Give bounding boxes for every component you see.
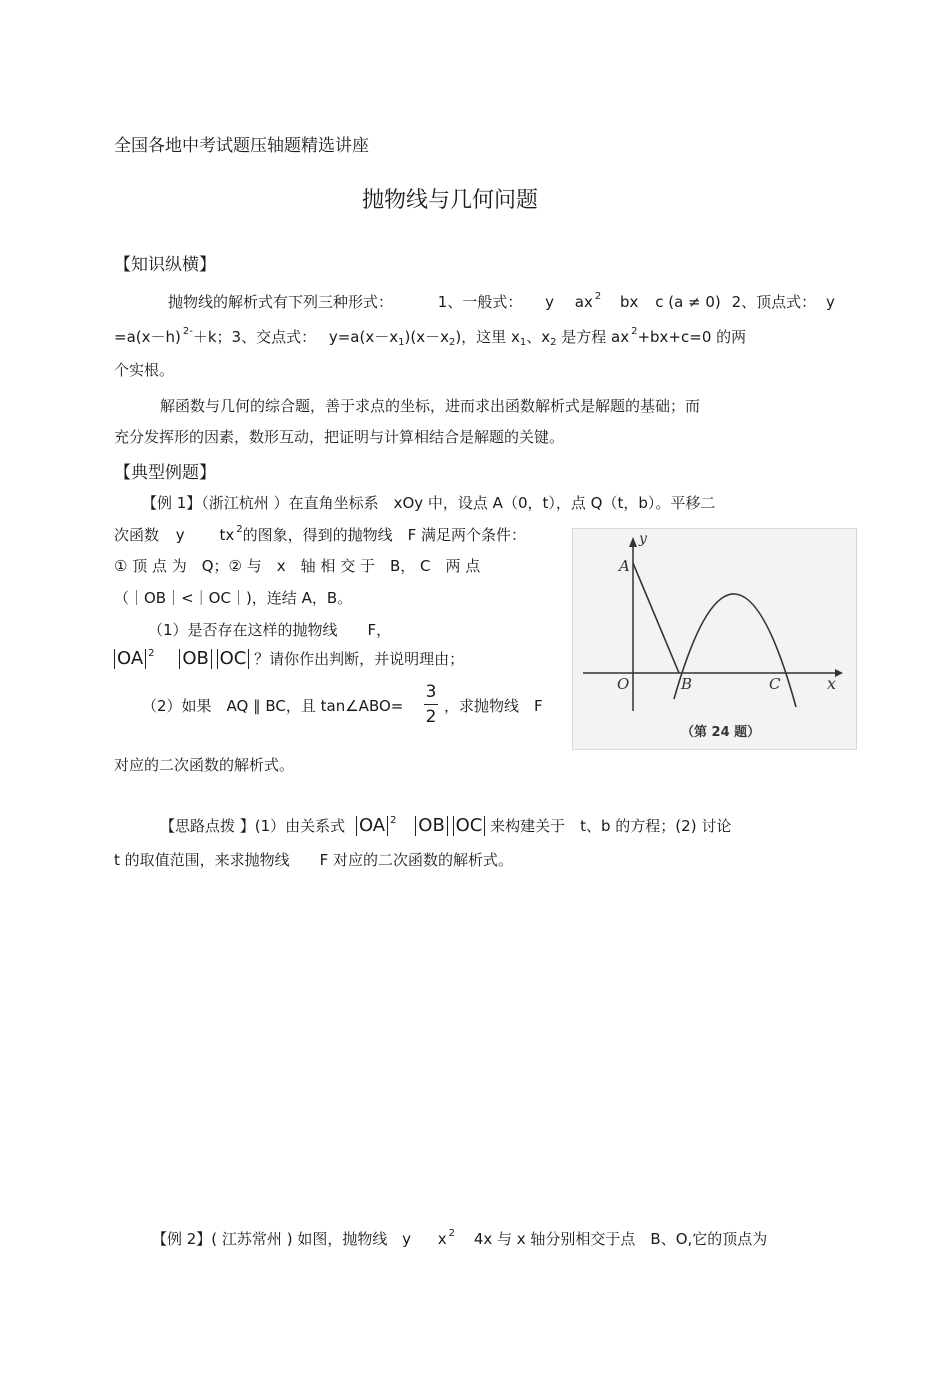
para1-line1	[168, 291, 816, 312]
exponent: 2-	[182, 326, 193, 337]
text: 抛物线的解析式有下列三种形式：	[168, 293, 394, 311]
numerator: 3	[425, 682, 437, 702]
denominator: 2	[425, 707, 437, 727]
ex1-line7a: （2）如果 AQ ∥ BC，且 tan∠ABO=	[142, 697, 404, 715]
text: 4x 与 x 轴分别相交于点 B、O,它的顶点为	[473, 1230, 768, 1248]
point-o-label: O	[617, 675, 630, 693]
ex2-line1	[152, 1228, 767, 1249]
math: bx	[620, 293, 639, 311]
exponent: 2	[594, 291, 602, 302]
x-axis-arrow	[835, 669, 843, 677]
ex1-line7b: ，求抛物线 F	[444, 697, 543, 715]
parabola-figure	[572, 528, 857, 750]
point-b-label: B	[681, 675, 693, 693]
ex1-line1: 【例 1】（浙江杭州 ）在直角坐标系 xOy 中，设点 A（0，t），点 Q（t，b）。平移二	[142, 494, 716, 512]
exponent: 2	[236, 524, 243, 535]
math: y	[545, 293, 555, 311]
abs-oa: OA	[356, 816, 388, 836]
exponent: 2	[631, 326, 638, 337]
text: )，这里 x	[455, 328, 520, 346]
text: 2、顶点式：	[731, 293, 817, 311]
text: ？请你作出判断，并说明理由；	[254, 650, 465, 668]
section-heading-examples: 【典型例题】	[114, 463, 216, 483]
text: 【思路点拨 】(1）由关系式	[160, 817, 346, 835]
text: 是方程 ax	[561, 328, 630, 346]
abs-oc: OC	[453, 816, 486, 836]
point-c-label: C	[769, 675, 781, 693]
y-axis-label: y	[639, 531, 647, 547]
hint-line1	[160, 815, 731, 836]
subscript: 1	[398, 337, 405, 348]
point-a-label: A	[619, 557, 630, 575]
abs-oc: OC	[217, 649, 250, 669]
math: )(x－x	[404, 328, 449, 346]
section-heading-knowledge: 【知识纵横】	[114, 255, 216, 275]
ex1-line4: （｜OB｜<｜OC｜)，连结 A，B。	[114, 589, 353, 607]
text: 1、一般式：	[437, 293, 523, 311]
ex1-line5: （1）是否存在这样的抛物线 F，	[148, 621, 392, 639]
subscript: 1	[519, 337, 527, 348]
fraction-bar	[424, 704, 438, 705]
math: y	[402, 1230, 411, 1248]
math: ax	[574, 293, 593, 311]
math: y=a(x－x	[328, 328, 399, 346]
math: x	[437, 1230, 447, 1248]
text: 次函数	[114, 526, 160, 544]
ex1-line2	[114, 524, 526, 545]
subscript: 2	[550, 337, 557, 348]
text: 来构建关于 t、b 的方程；(2) 讨论	[490, 817, 732, 835]
text: +bx+c=0 的两	[637, 328, 747, 346]
abs-ob: OB	[179, 649, 212, 669]
header-text: 全国各地中考试题压轴题精选讲座	[114, 136, 369, 156]
ex1-line3: ① 顶 点 为 Q；② 与 x 轴 相 交 于 B， C 两 点	[114, 557, 481, 575]
para1-line2	[114, 326, 746, 347]
math: =a(x－h)	[114, 328, 181, 346]
x-axis-label: x	[827, 674, 837, 693]
page-title: 抛物线与几何问题	[362, 188, 539, 213]
math: y	[826, 293, 835, 311]
ex1-line8: 对应的二次函数的解析式。	[114, 756, 295, 774]
math: tx	[219, 526, 235, 544]
para2-line2: 充分发挥形的因素，数形互动，把证明与计算相结合是解题的关键。	[114, 428, 565, 446]
exponent: 2	[390, 815, 397, 826]
text: 、x	[526, 328, 551, 346]
abs-oa: OA	[114, 649, 146, 669]
parabola-graph	[573, 529, 856, 749]
text: 的图象，得到的抛物线 F 满足两个条件：	[242, 526, 527, 544]
text: ＋k；3、交点式：	[192, 328, 317, 346]
para2-line1: 解函数与几何的综合题，善于求点的坐标，进而求出函数解析式是解题的基础；而	[160, 397, 701, 415]
text: 【例 2】( 江苏常州 ) 如图，抛物线	[152, 1230, 388, 1248]
fraction-3-2	[424, 682, 438, 727]
math: y	[175, 526, 185, 544]
hint-line2: t 的取值范围，来求抛物线 F 对应的二次函数的解析式。	[114, 851, 514, 869]
exponent: 2	[448, 1228, 456, 1239]
segment-ab	[633, 563, 679, 673]
exponent: 2	[148, 648, 155, 659]
subscript: 2	[448, 337, 456, 348]
para1-line3: 个实根。	[114, 361, 175, 379]
y-axis-arrow	[629, 537, 637, 547]
math: c (a ≠ 0)	[655, 293, 721, 311]
figure-caption: （第 24 题）	[681, 725, 761, 740]
abs-ob: OB	[415, 816, 448, 836]
ex1-line6	[114, 648, 464, 669]
